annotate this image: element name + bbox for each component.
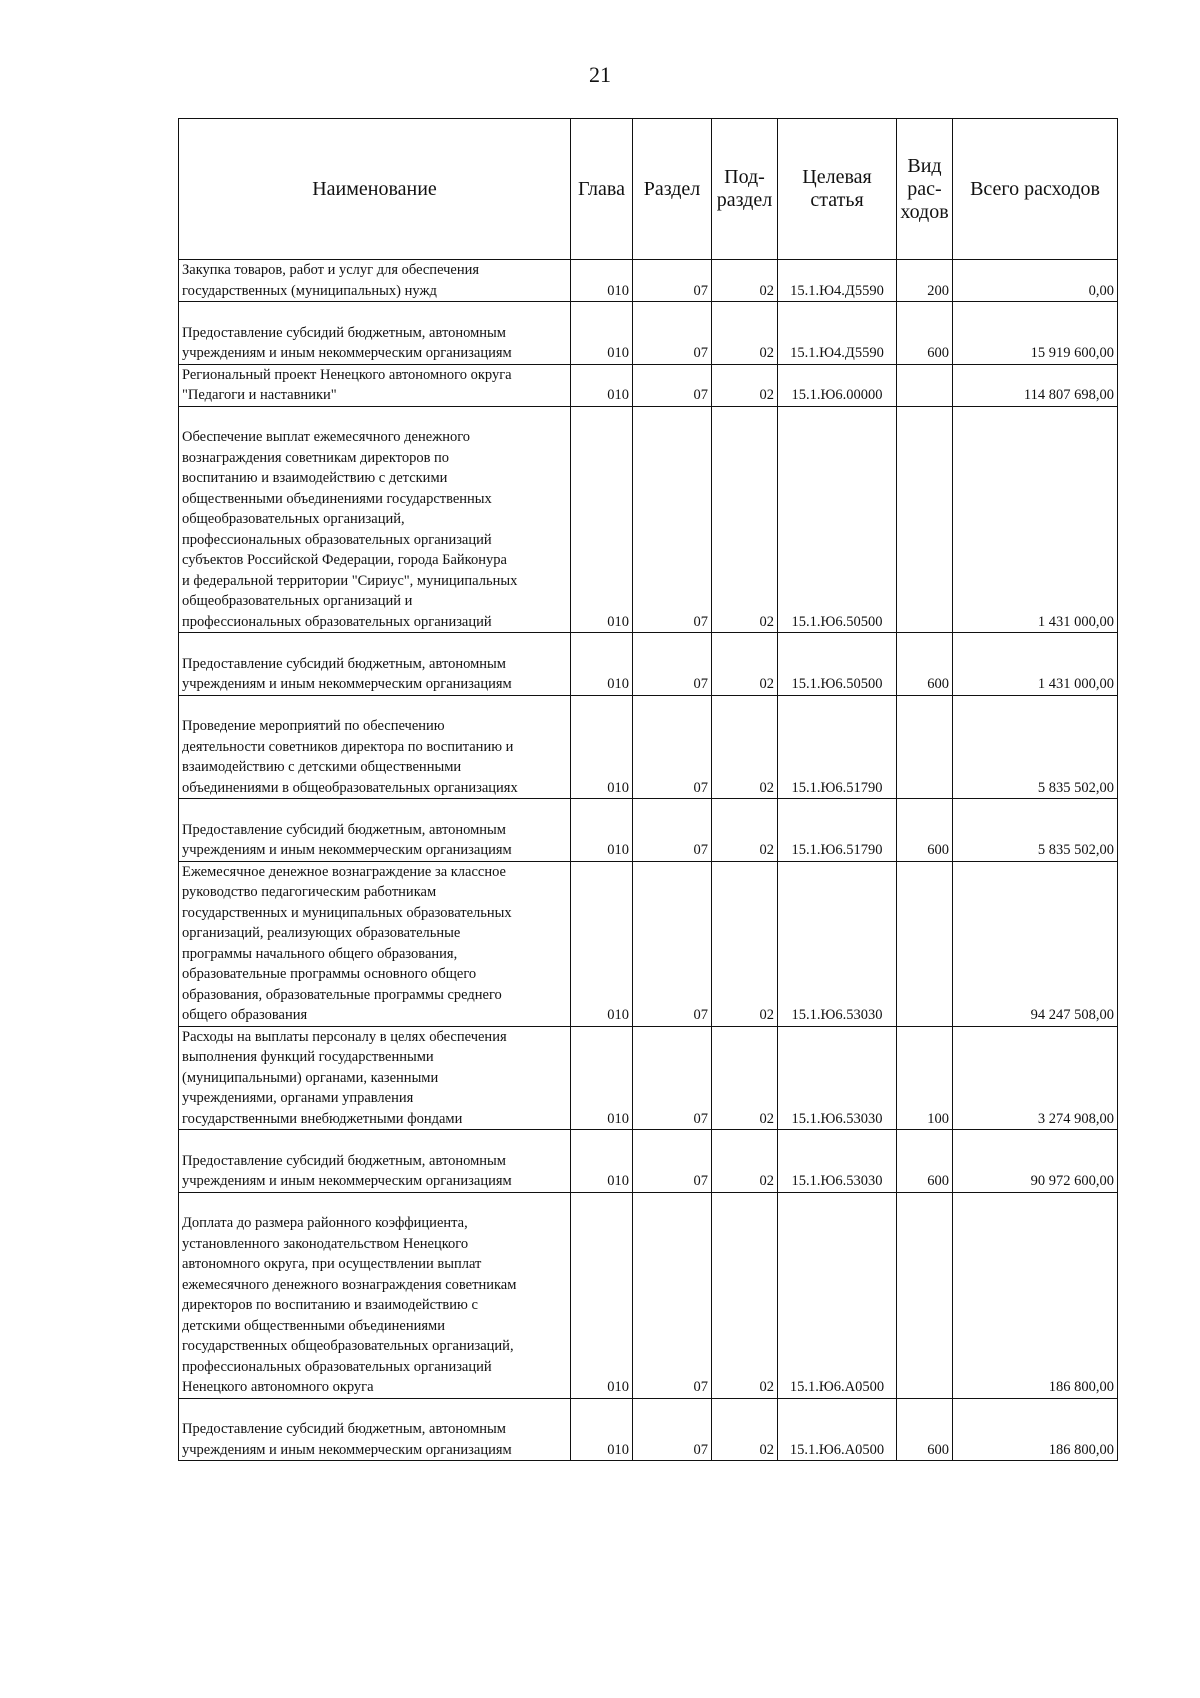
row-expense-type: 600 (897, 302, 953, 365)
row-subsection: 02 (712, 260, 778, 302)
row-name (179, 1026, 571, 1130)
row-name-line: Предоставление субсидий бюджетным, автономным (182, 1421, 506, 1437)
row-chapter: 010 (571, 695, 633, 799)
row-name-line: профессиональных образовательных организаций (182, 531, 492, 548)
row-name-line: установленного законодательством Ненецкого (182, 1235, 469, 1252)
row-section: 07 (633, 302, 712, 365)
row-name-line: и федеральной территории "Сириус", муниципальных (182, 572, 518, 589)
row-name (179, 1398, 571, 1461)
row-name-line: (муниципальными) органами, казенными (182, 1069, 439, 1086)
row-name-line (182, 302, 567, 323)
row-total: 15 919 600,00 (953, 302, 1118, 365)
header-subsection-bottom: раздел (716, 189, 773, 211)
header-expense-type-3: ходов (900, 200, 949, 223)
row-name (179, 1130, 571, 1193)
row-name-line: общеобразовательных организаций, (182, 511, 405, 527)
row-subsection: 02 (712, 1398, 778, 1461)
row-total: 94 247 508,00 (953, 861, 1118, 1026)
row-expense-type: 200 (897, 260, 953, 302)
row-name-line: общеобразовательных организаций и (182, 593, 413, 609)
row-name-line (182, 1399, 567, 1420)
row-name (179, 695, 571, 799)
row-target-article: 15.1.Ю6.А0500 (778, 1192, 897, 1398)
row-subsection: 02 (712, 1026, 778, 1130)
table-row (179, 260, 1118, 302)
row-subsection: 02 (712, 1192, 778, 1398)
row-name-line: программы начального общего образования, (182, 945, 458, 962)
row-name (179, 633, 571, 696)
row-name-line: Предоставление субсидий бюджетным, автономным (182, 655, 506, 672)
table-body (179, 260, 1118, 1461)
row-name-line: деятельности советников директора по воспитанию и (182, 738, 514, 755)
header-section: Раздел (633, 119, 712, 260)
row-chapter: 010 (571, 1130, 633, 1193)
row-expense-type (897, 861, 953, 1026)
row-name (179, 406, 571, 633)
row-subsection: 02 (712, 861, 778, 1026)
row-name-line: Предоставление субсидий бюджетным, автономным (182, 324, 506, 341)
row-total: 186 800,00 (953, 1192, 1118, 1398)
row-name-line: Закупка товаров, работ и услуг для обеспечения (182, 262, 480, 278)
row-target-article: 15.1.Ю6.53030 (778, 861, 897, 1026)
row-subsection: 02 (712, 633, 778, 696)
row-name-line (182, 407, 567, 428)
row-name-line: образования, образовательные программы среднего (182, 986, 502, 1003)
row-total: 1 431 000,00 (953, 633, 1118, 696)
row-name-line: Обеспечение выплат ежемесячного денежного (182, 429, 471, 445)
row-name-line: учреждениям и иным некоммерческим организациям (182, 1173, 512, 1189)
row-section: 07 (633, 260, 712, 302)
row-name-line: взаимодействию с детскими общественными (182, 759, 462, 775)
row-chapter: 010 (571, 1398, 633, 1461)
row-target-article: 15.1.Ю4.Д5590 (778, 302, 897, 365)
row-name-line: учреждениям и иным некоммерческим организациям (182, 842, 512, 858)
row-expense-type: 100 (897, 1026, 953, 1130)
row-name-line: общего образования (182, 1007, 308, 1023)
row-name (179, 302, 571, 365)
row-name-line: государственных (муниципальных) нужд (182, 282, 437, 299)
row-name-line: Предоставление субсидий бюджетным, автономным (182, 1152, 506, 1169)
row-name-line (182, 1130, 567, 1151)
row-name-line: Ненецкого автономного округа (182, 1379, 374, 1395)
row-name-line: образовательные программы основного общего (182, 966, 477, 982)
row-target-article: 15.1.Ю6.53030 (778, 1026, 897, 1130)
table-row (179, 633, 1118, 696)
row-name-line: "Педагоги и наставники" (182, 387, 337, 403)
row-name-line (182, 696, 567, 717)
row-section: 07 (633, 633, 712, 696)
row-name (179, 364, 571, 406)
row-chapter: 010 (571, 861, 633, 1026)
row-chapter: 010 (571, 799, 633, 862)
row-name-line: Расходы на выплаты персоналу в целях обеспечения (182, 1028, 507, 1045)
row-name-line: государственных и муниципальных образовательных (182, 904, 512, 921)
table-row (179, 1026, 1118, 1130)
row-target-article: 15.1.Ю6.51790 (778, 695, 897, 799)
row-name (179, 861, 571, 1026)
row-total: 3 274 908,00 (953, 1026, 1118, 1130)
table-row (179, 364, 1118, 406)
row-expense-type: 600 (897, 1398, 953, 1461)
row-name-line: Доплата до размера районного коэффициента, (182, 1215, 468, 1231)
row-total: 5 835 502,00 (953, 799, 1118, 862)
row-name-line: Региональный проект Ненецкого автономного округа (182, 366, 512, 383)
row-name-line (182, 1193, 567, 1214)
row-name-line: профессиональных образовательных организаций (182, 613, 492, 630)
row-target-article: 15.1.Ю6.А0500 (778, 1398, 897, 1461)
row-name-line: Проведение мероприятий по обеспечению (182, 718, 445, 734)
row-name (179, 1192, 571, 1398)
row-name (179, 260, 571, 302)
row-expense-type: 600 (897, 799, 953, 862)
row-target-article: 15.1.Ю6.50500 (778, 406, 897, 633)
row-section: 07 (633, 1026, 712, 1130)
page-number: 21 (589, 62, 611, 87)
row-subsection: 02 (712, 1130, 778, 1193)
row-name-line: автономного округа, при осуществлении выплат (182, 1256, 482, 1272)
row-total: 114 807 698,00 (953, 364, 1118, 406)
row-target-article: 15.1.Ю6.51790 (778, 799, 897, 862)
row-expense-type (897, 1192, 953, 1398)
table-row (179, 695, 1118, 799)
row-name-line: выполнения функций государственными (182, 1049, 434, 1065)
header-subsection-top: Под- (724, 166, 765, 188)
header-name: Наименование (179, 119, 571, 260)
row-total: 5 835 502,00 (953, 695, 1118, 799)
row-subsection: 02 (712, 799, 778, 862)
row-name-line: учреждениям и иным некоммерческим организациям (182, 1441, 512, 1458)
row-name-line: государственных общеобразовательных организаций, (182, 1338, 514, 1354)
header-target (778, 119, 897, 260)
row-chapter: 010 (571, 364, 633, 406)
row-section: 07 (633, 695, 712, 799)
row-target-article: 15.1.Ю6.50500 (778, 633, 897, 696)
table-row (179, 1398, 1118, 1461)
table-row (179, 302, 1118, 365)
table-row (179, 1192, 1118, 1398)
row-section: 07 (633, 406, 712, 633)
row-expense-type (897, 406, 953, 633)
header-target-bottom: статья (810, 189, 864, 211)
row-section: 07 (633, 364, 712, 406)
row-section: 07 (633, 1130, 712, 1193)
row-name-line: ежемесячного денежного вознаграждения советникам (182, 1276, 517, 1293)
row-name-line (182, 799, 567, 820)
row-total: 0,00 (953, 260, 1118, 302)
row-section: 07 (633, 861, 712, 1026)
table-row (179, 406, 1118, 633)
budget-table (178, 118, 1118, 1461)
row-name-line: субъектов Российской Федерации, города Байконура (182, 552, 507, 568)
header-chapter: Глава (571, 119, 633, 260)
row-name-line: учреждениями, органами управления (182, 1090, 414, 1106)
row-name-line: Ежемесячное денежное вознаграждение за классное (182, 863, 506, 880)
header-row (179, 119, 1118, 260)
header-expense-type-2: рас- (907, 177, 942, 200)
table-row (179, 861, 1118, 1026)
row-name-line (182, 633, 567, 654)
row-subsection: 02 (712, 695, 778, 799)
row-name-line: вознаграждения советникам директоров по (182, 449, 450, 466)
table-row (179, 1130, 1118, 1193)
row-section: 07 (633, 799, 712, 862)
row-name-line: детскими общественными объединениями (182, 1317, 445, 1334)
row-total: 186 800,00 (953, 1398, 1118, 1461)
row-name-line: учреждениям и иным некоммерческим организациям (182, 676, 512, 692)
row-subsection: 02 (712, 302, 778, 365)
row-name-line: организаций, реализующих образовательные (182, 925, 461, 941)
row-name-line: профессиональных образовательных организаций (182, 1358, 492, 1375)
row-expense-type: 600 (897, 1130, 953, 1193)
row-chapter: 010 (571, 260, 633, 302)
row-name-line: воспитанию и взаимодействию с детскими (182, 470, 448, 486)
row-name-line: учреждениям и иным некоммерческим организациям (182, 345, 512, 361)
row-expense-type (897, 364, 953, 406)
row-chapter: 010 (571, 633, 633, 696)
row-chapter: 010 (571, 1192, 633, 1398)
row-target-article: 15.1.Ю4.Д5590 (778, 260, 897, 302)
row-section: 07 (633, 1398, 712, 1461)
header-expense-type (897, 119, 953, 260)
row-expense-type (897, 695, 953, 799)
row-target-article: 15.1.Ю6.00000 (778, 364, 897, 406)
header-target-top: Целевая (802, 166, 872, 188)
row-target-article: 15.1.Ю6.53030 (778, 1130, 897, 1193)
row-subsection: 02 (712, 406, 778, 633)
row-total: 1 431 000,00 (953, 406, 1118, 633)
row-expense-type: 600 (897, 633, 953, 696)
row-chapter: 010 (571, 1026, 633, 1130)
row-chapter: 010 (571, 302, 633, 365)
row-name-line: объединениями в общеобразовательных организациях (182, 779, 518, 796)
table-row (179, 799, 1118, 862)
header-expense-type-1: Вид (907, 154, 942, 177)
row-subsection: 02 (712, 364, 778, 406)
header-total: Всего расходов (953, 119, 1118, 260)
row-name-line: руководство педагогическим работникам (182, 884, 437, 900)
row-section: 07 (633, 1192, 712, 1398)
row-name-line: государственными внебюджетными фондами (182, 1110, 463, 1127)
row-name (179, 799, 571, 862)
row-name-line: общественными объединениями государственных (182, 490, 492, 507)
row-chapter: 010 (571, 406, 633, 633)
row-name-line: Предоставление субсидий бюджетным, автономным (182, 821, 506, 838)
row-name-line: директоров по воспитанию и взаимодействию с (182, 1297, 478, 1313)
row-total: 90 972 600,00 (953, 1130, 1118, 1193)
header-subsection (712, 119, 778, 260)
